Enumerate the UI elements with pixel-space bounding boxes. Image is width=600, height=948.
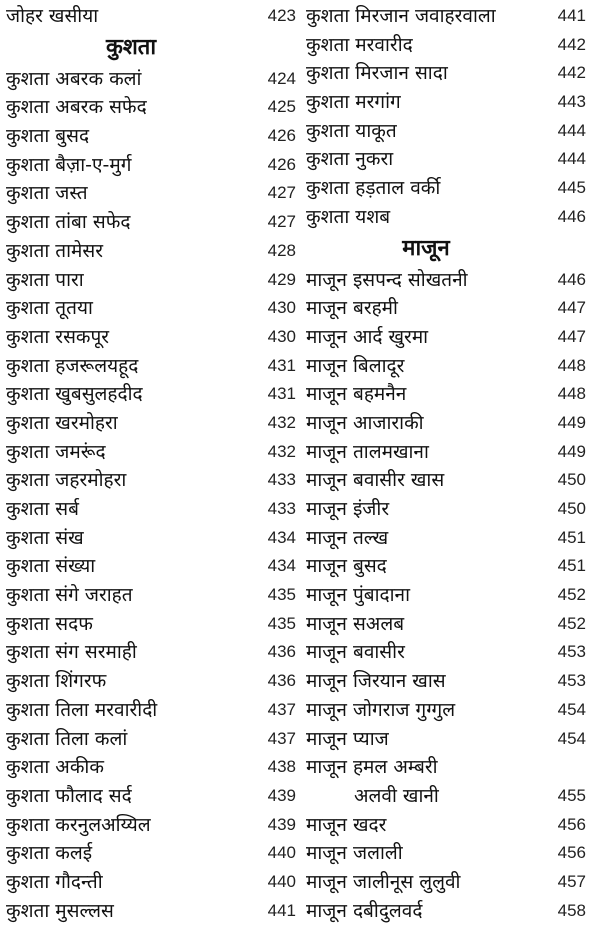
index-entry <box>306 203 586 232</box>
entry-page: 456 <box>557 814 586 834</box>
index-entry <box>306 552 586 581</box>
index-entry <box>306 88 586 117</box>
index-entry <box>6 466 296 495</box>
entry-page: 447 <box>557 298 586 318</box>
index-entry <box>6 667 296 696</box>
index-entry <box>306 897 586 926</box>
entry-title: कुशता अबरक कलां <box>6 67 142 90</box>
entry-page: 426 <box>267 154 296 174</box>
entry-title: माजून बवासीर खास <box>306 469 445 492</box>
entry-page: 439 <box>267 814 296 834</box>
entry-page: 427 <box>267 183 296 203</box>
index-entry <box>6 409 296 438</box>
entry-page: 451 <box>557 527 586 547</box>
entry-title: माजून तालमखाना <box>306 440 429 463</box>
entry-page: 436 <box>267 642 296 662</box>
entry-title: कुशता यशब <box>306 205 391 228</box>
entry-page: 439 <box>267 785 296 805</box>
entry-page: 456 <box>557 843 586 863</box>
entry-title: कुशता सर्ब <box>6 498 79 520</box>
entry-title: कुशता जस्त <box>6 182 88 205</box>
entry-title: माजून जिरयान खास <box>306 670 446 693</box>
entry-title: अलवी खानी <box>354 784 439 807</box>
entry-page: 426 <box>267 126 296 146</box>
entry-title: कुशता गौदन्ती <box>6 870 103 893</box>
index-entry <box>6 638 296 667</box>
entry-title: कुशता करनुलअय्यिल <box>6 813 151 836</box>
index-entry <box>6 438 296 467</box>
entry-title: कुशता खुबसुलहदीद <box>6 383 143 406</box>
entry-page: 434 <box>267 556 296 576</box>
index-entry <box>306 581 586 610</box>
entry-title: कुशता जहरमोहरा <box>6 469 127 492</box>
index-entry <box>6 208 296 237</box>
entry-title: माजून आजाराकी <box>306 411 424 434</box>
entry-title: कुशता रसकपूर <box>6 325 110 348</box>
entry-page: 454 <box>557 728 586 748</box>
section-heading-kushta: कुशता <box>105 34 157 60</box>
index-entry <box>306 380 586 409</box>
entry-title: कुशता पारा <box>6 268 84 291</box>
entry-page: 433 <box>267 470 296 490</box>
index-entry <box>6 151 296 180</box>
index-entry <box>6 897 296 926</box>
entry-title: माजून जालीनूस लुलुवी <box>306 870 461 893</box>
index-entry <box>306 294 586 323</box>
index-entry <box>306 638 586 667</box>
entry-title: कुशता सदफ <box>6 612 93 635</box>
entry-page: 432 <box>267 412 296 432</box>
entry-page: 440 <box>267 843 296 863</box>
entry-page: 424 <box>267 68 296 88</box>
entry-title: कुशता कलई <box>6 842 93 865</box>
entry-title: कुशता तामेसर <box>6 239 104 262</box>
entry-title: कुशता तांबा सफेद <box>6 211 131 234</box>
index-entry <box>306 753 586 782</box>
entry-title: कुशता हड़ताल वर्की <box>306 177 441 200</box>
index-entry <box>6 323 296 352</box>
entry-page: 437 <box>267 699 296 719</box>
index-entry <box>6 93 296 122</box>
entry-title: कुशता संगे जराहत <box>6 584 133 607</box>
index-entry <box>6 266 296 295</box>
index-entry <box>6 839 296 868</box>
index-entry <box>306 466 586 495</box>
entry-page: 441 <box>267 900 296 920</box>
index-entry <box>6 179 296 208</box>
index-entry <box>6 65 296 94</box>
entry-title: कुशता बुसद <box>6 125 90 148</box>
entry-page: 442 <box>557 63 586 83</box>
entry-title: माजून बुसद <box>306 555 387 578</box>
index-entry <box>6 380 296 409</box>
index-entry <box>6 610 296 639</box>
entry-title: माजून इसपन्द सोखतनी <box>306 268 468 291</box>
entry-page: 444 <box>557 149 586 169</box>
entry-title: कुशता मरगांग <box>306 91 401 114</box>
entry-page: 436 <box>267 671 296 691</box>
entry-page: 449 <box>557 441 586 461</box>
entry-title: माजून बिलादूर <box>306 354 405 377</box>
index-left-column <box>6 2 296 925</box>
index-entry <box>306 117 586 146</box>
index-entry <box>306 31 586 60</box>
index-entry <box>306 145 586 174</box>
index-entry <box>306 409 586 438</box>
index-entry <box>306 667 586 696</box>
index-entry <box>306 696 586 725</box>
entry-title: कुशता मुसल्लस <box>6 899 114 922</box>
entry-title: माजून तल्ख <box>306 526 389 549</box>
entry-page: 446 <box>557 269 586 289</box>
entry-title: माजून बहमनैन <box>306 383 407 406</box>
index-entry <box>6 122 296 151</box>
index-entry <box>6 782 296 811</box>
entry-title: माजून बरहमी <box>306 297 398 320</box>
entry-page: 444 <box>557 120 586 140</box>
entry-title: कुशता फौलाद सर्द <box>6 784 132 807</box>
entry-title: माजून पुंबादाना <box>306 584 411 607</box>
entry-title: कुशता मिरजान सादा <box>306 62 448 85</box>
index-entry <box>6 294 296 323</box>
entry-page: 450 <box>557 499 586 518</box>
index-entry <box>6 696 296 725</box>
index-entry <box>306 811 586 840</box>
entry-page: 452 <box>557 585 586 605</box>
index-entry <box>6 552 296 581</box>
entry-page: 451 <box>557 556 586 576</box>
index-entry <box>6 237 296 266</box>
entry-title: कुशता नुकरा <box>306 148 394 171</box>
entry-title: कुशता हजरूलयहूद <box>6 354 139 377</box>
index-entry <box>306 59 586 88</box>
index-entry <box>6 352 296 381</box>
entry-page: 435 <box>267 585 296 605</box>
index-entry <box>306 438 586 467</box>
entry-title: कुशता बैज़ा-ए-मुर्ग <box>6 153 132 176</box>
index-entry <box>6 524 296 553</box>
entry-page: 430 <box>267 326 296 346</box>
index-entry <box>6 495 296 524</box>
entry-page: 445 <box>557 178 586 198</box>
entry-page: 455 <box>557 785 586 805</box>
entry-title: माजून खदर <box>306 813 387 836</box>
index-right-column <box>306 2 586 925</box>
index-entry <box>6 581 296 610</box>
entry-title: माजून आर्द खुरमा <box>306 325 429 348</box>
entry-page: 443 <box>557 92 586 112</box>
entry-title: कुशता अबरक सफेद <box>6 96 147 119</box>
index-entry <box>6 868 296 897</box>
index-entry <box>306 868 586 897</box>
entry-page: 428 <box>267 240 296 260</box>
entry-title: कुशता शिंगरफ <box>6 670 107 693</box>
entry-title: माजून दबीदुलवर्द <box>306 899 423 922</box>
index-entry <box>306 839 586 868</box>
entry-page: 447 <box>557 326 586 346</box>
entry-page: 434 <box>267 527 296 547</box>
index-entry <box>306 352 586 381</box>
entry-page: 448 <box>557 384 586 404</box>
entry-page: 431 <box>267 384 296 404</box>
index-entry <box>306 2 586 31</box>
kushta-entries-continued <box>306 2 586 232</box>
index-entry <box>6 811 296 840</box>
entry-page: 441 <box>557 6 586 25</box>
entry-page: 425 <box>267 97 296 117</box>
entry-title: कुशता संग सरमाही <box>6 641 137 664</box>
entry-page: 435 <box>267 613 296 633</box>
kushta-entries <box>6 65 296 926</box>
entry-page: 446 <box>557 206 586 226</box>
index-entry <box>6 725 296 754</box>
entry-page: 442 <box>557 34 586 54</box>
entry-title: कुशता तूतया <box>6 297 93 320</box>
entry-title: कुशता संख्या <box>6 555 96 578</box>
index-entry <box>306 610 586 639</box>
entry-title: कुशता मिरजान जवाहरवाला <box>306 5 496 27</box>
index-entry <box>306 495 586 524</box>
entry-title: कुशता संख <box>6 526 84 549</box>
index-entry <box>6 753 296 782</box>
entry-title: माजून प्याज <box>306 727 389 750</box>
entry-page: 452 <box>557 613 586 633</box>
entry-title: कुशता तिला कलां <box>6 727 128 750</box>
entry-page: 453 <box>557 671 586 691</box>
entry-title: माजून बवासीर <box>306 641 405 664</box>
entry-title: कुशता खरमोहरा <box>6 411 118 434</box>
entry-page: 449 <box>557 412 586 432</box>
index-entry <box>306 323 586 352</box>
entry-page: 431 <box>267 355 296 375</box>
entry-page: 454 <box>557 699 586 719</box>
section-heading-maajun: माजून <box>402 235 450 261</box>
index-entry <box>306 725 586 754</box>
entry-title: जोहर खसीया <box>6 5 99 27</box>
index-entry <box>306 174 586 203</box>
entry-title: कुशता याकूत <box>306 119 397 142</box>
index-entry <box>306 782 586 811</box>
entry-title: कुशता अकीक <box>6 756 104 779</box>
entry-page: 457 <box>557 871 586 891</box>
entry-title: कुशता तिला मरवारीदी <box>6 698 158 721</box>
entry-page: 437 <box>267 728 296 748</box>
entry-page: 433 <box>267 499 296 518</box>
entry-title: कुशता मरवारीद <box>306 33 413 56</box>
entry-page: 438 <box>267 757 296 777</box>
index-entry <box>306 266 586 295</box>
entry-title: माजून सअलब <box>306 612 405 635</box>
entry-page: 430 <box>267 298 296 318</box>
entry-page: 432 <box>267 441 296 461</box>
entry-page: 453 <box>557 642 586 662</box>
entry-title: माजून इंजीर <box>306 498 390 520</box>
entry-page: 429 <box>267 269 296 289</box>
maajun-entries <box>306 266 586 926</box>
entry-page: 423 <box>267 6 296 25</box>
entry-page: 440 <box>267 871 296 891</box>
entry-page: 427 <box>267 212 296 232</box>
entry-page: 458 <box>557 900 586 920</box>
entry-title: माजून जलाली <box>306 842 403 865</box>
entry-title: कुशता जमरूंद <box>6 440 106 463</box>
index-entry <box>306 524 586 553</box>
entry-page: 448 <box>557 355 586 375</box>
entry-page: 450 <box>557 470 586 490</box>
index-entry <box>6 2 296 31</box>
entry-title: माजून जोगराज गुग्गुल <box>306 698 456 721</box>
entry-title: माजून हमल अम्बरी <box>306 756 438 779</box>
